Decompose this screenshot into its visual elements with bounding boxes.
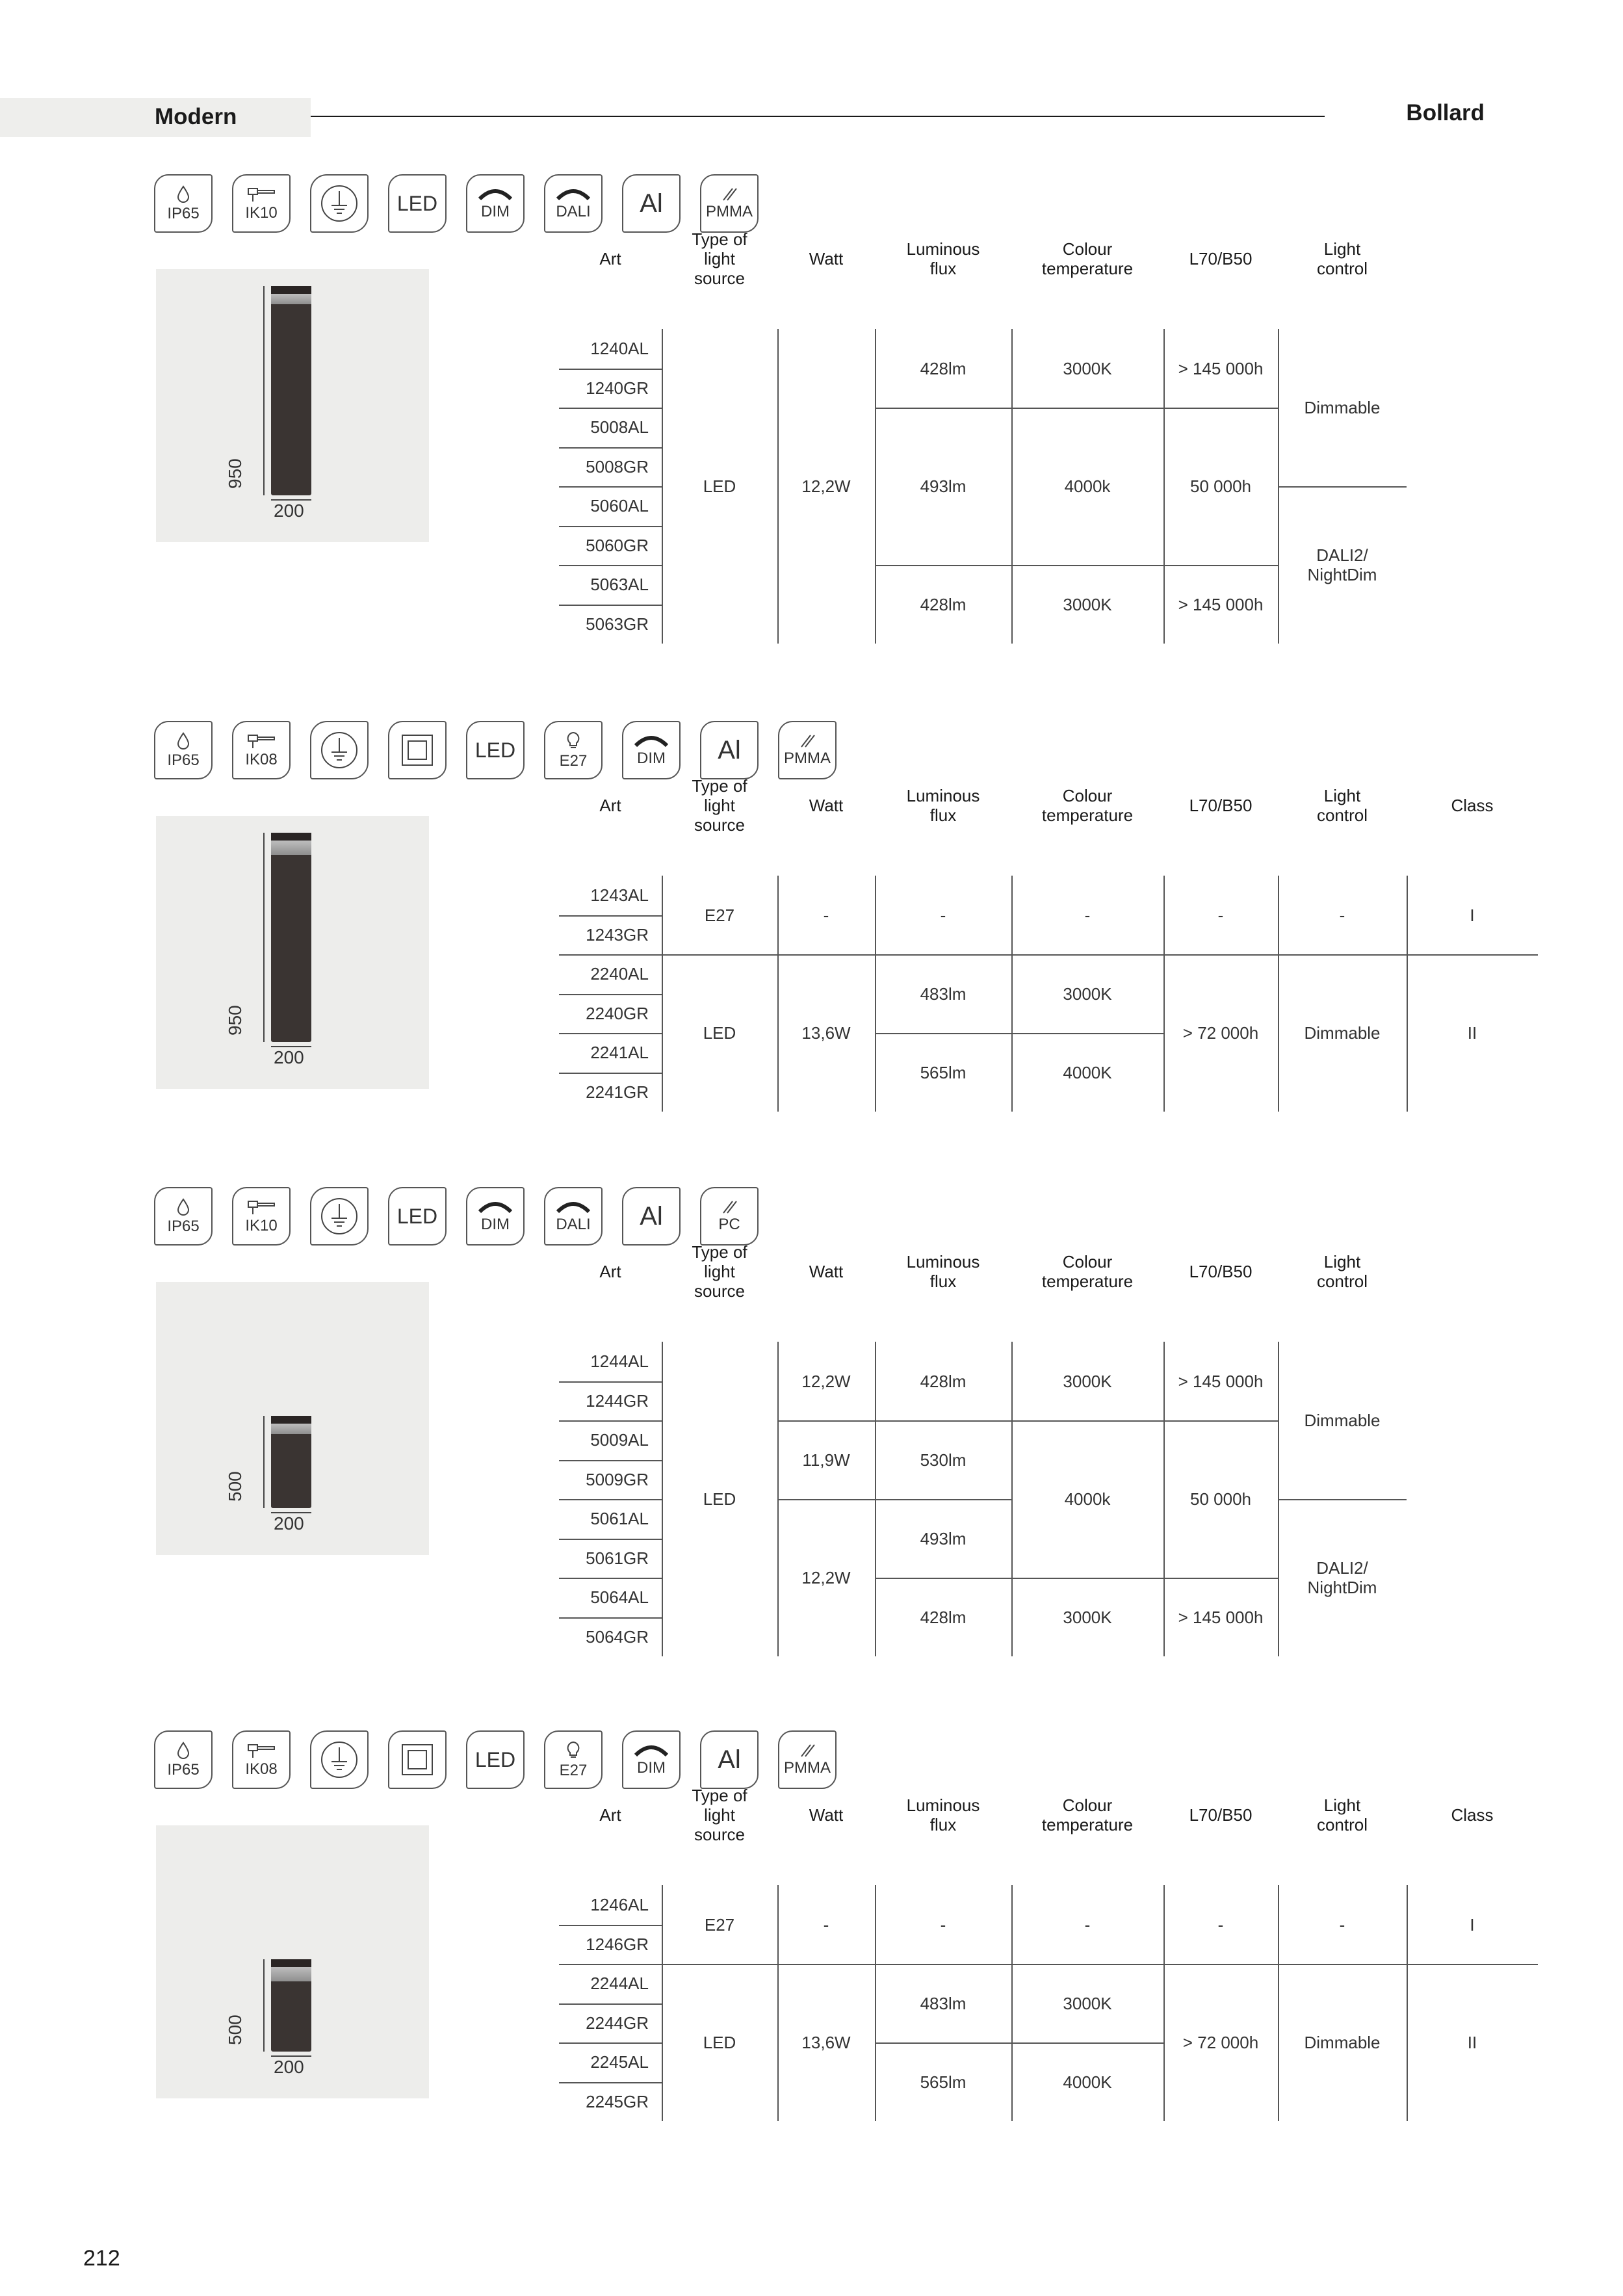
icon-label: IK08	[245, 1760, 278, 1778]
earth-icon	[310, 721, 369, 779]
table-rule	[559, 1539, 662, 1540]
watt-value: 13,6W	[801, 1023, 851, 1043]
table-rule	[777, 1420, 1278, 1422]
luminous-flux: 428lm	[920, 358, 967, 378]
table-row-art: 5060AL	[590, 496, 649, 516]
light-control: Dimmable	[1304, 1023, 1381, 1043]
row-value: -	[940, 905, 946, 925]
row-value: -	[823, 905, 829, 925]
table-row-art: 1243GR	[586, 924, 649, 945]
table-row-art: 5061AL	[590, 1509, 649, 1529]
row-value: -	[940, 1914, 946, 1935]
product-block	[0, 1730, 1623, 2224]
table-row-art: 2241AL	[590, 1043, 649, 1063]
ip65-icon	[154, 721, 213, 779]
led-icon	[388, 1187, 447, 1246]
table-rule	[559, 1617, 662, 1619]
table-rule	[559, 954, 662, 956]
bollard-lens	[271, 841, 311, 855]
height-dimension: 950	[225, 1005, 245, 1036]
light-source-type: LED	[703, 476, 736, 496]
column-header: Colour temperature	[1041, 1795, 1134, 1834]
watt-value: 13,6W	[801, 2033, 851, 2052]
table-row-art: 2245AL	[590, 2052, 649, 2072]
column-header: Art	[599, 249, 621, 268]
ik08-icon	[232, 721, 291, 779]
earth-icon	[310, 1730, 369, 1789]
table-rule	[559, 369, 662, 370]
column-header: L70/B50	[1189, 796, 1253, 815]
product-block	[0, 174, 1623, 668]
height-dimension: 950	[225, 458, 245, 489]
icon-label: DALI	[556, 203, 591, 220]
row-value: -	[1217, 905, 1224, 925]
table-rule	[559, 408, 662, 409]
table-rule	[875, 565, 1278, 566]
pmma-icon	[700, 174, 759, 233]
column-header: Type of light source	[692, 229, 747, 288]
column-header: Watt	[809, 1805, 844, 1825]
colour-temperature: 3000K	[1063, 1993, 1112, 2013]
table-rule	[559, 1925, 662, 1926]
column-header: Class	[1451, 1805, 1494, 1825]
watt-value: 11,9W	[802, 1450, 850, 1470]
icon-label: IP65	[167, 1218, 200, 1235]
lifetime: > 145 000h	[1178, 1607, 1264, 1627]
table-row-art: 5063GR	[586, 614, 649, 634]
icon-label: PC	[718, 1216, 740, 1233]
lifetime: > 145 000h	[1178, 1371, 1264, 1391]
row-value: E27	[704, 905, 735, 925]
table-rule	[662, 954, 1538, 956]
light-source-type: LED	[703, 1489, 736, 1509]
column-header: L70/B50	[1189, 1262, 1253, 1281]
pmma-icon	[778, 721, 837, 779]
colour-temperature: 3000K	[1063, 358, 1112, 378]
light-control: Dimmable	[1304, 398, 1381, 417]
table-rule	[559, 1381, 662, 1383]
icon-label: LED	[474, 1748, 516, 1771]
bollard-lens	[271, 1967, 311, 1981]
column-header: Luminous flux	[906, 1795, 980, 1834]
e27-icon	[544, 721, 603, 779]
icon-label: IK10	[245, 1217, 278, 1234]
watt-value: 12,2W	[801, 1568, 851, 1587]
led-icon	[466, 721, 525, 779]
table-row-art: 1244GR	[586, 1390, 649, 1411]
light-control: Dimmable	[1304, 2033, 1381, 2052]
table-rule	[559, 565, 662, 566]
icon-label: DIM	[637, 1759, 666, 1777]
column-header: Light control	[1316, 239, 1368, 278]
width-dimension: 200	[274, 2057, 304, 2077]
earth-icon	[310, 1187, 369, 1246]
e27-icon	[544, 1730, 603, 1789]
table-row-art: 1240GR	[586, 378, 649, 398]
table-rule	[559, 605, 662, 606]
table-rule	[559, 1964, 662, 1965]
table-row-art: 1243AL	[590, 885, 649, 906]
icon-label: PMMA	[784, 1759, 831, 1777]
colour-temperature: 4000k	[1064, 1489, 1111, 1509]
table-rule	[875, 408, 1278, 409]
table-row-art: 1240AL	[590, 339, 649, 359]
icon-label: IP65	[167, 1761, 200, 1779]
table-rule	[559, 2082, 662, 2083]
table-rule	[777, 1499, 875, 1500]
luminous-flux: 428lm	[920, 594, 967, 614]
table-rule	[559, 915, 662, 917]
column-header: Light control	[1316, 786, 1368, 825]
table-row-art: 5064AL	[590, 1587, 649, 1608]
bollard-cap	[271, 1416, 311, 1424]
table-row-art: 5063AL	[590, 575, 649, 595]
class2-icon	[388, 721, 447, 779]
icon-label: E27	[559, 752, 588, 770]
bollard-image	[271, 1416, 311, 1508]
column-header: Colour temperature	[1041, 786, 1134, 825]
al-icon	[700, 1730, 759, 1789]
table-row-art: 5060GR	[586, 535, 649, 555]
table-rule	[875, 2042, 1163, 2044]
light-control: Dimmable	[1304, 1411, 1381, 1430]
icon-label: IK08	[245, 751, 278, 768]
height-dimension-line	[263, 286, 265, 495]
column-header: Luminous flux	[906, 239, 980, 278]
table-rule	[559, 1460, 662, 1461]
column-header: Type of light source	[692, 1242, 747, 1301]
luminous-flux: 565lm	[920, 2072, 967, 2092]
icon-label: PMMA	[784, 750, 831, 767]
table-rule	[875, 1499, 1011, 1500]
dim-icon	[466, 1187, 525, 1246]
product-block	[0, 1187, 1623, 1681]
product-photo	[156, 1825, 429, 2098]
table-rule	[559, 526, 662, 527]
table-rule	[559, 486, 662, 488]
table-rule	[662, 1964, 1538, 1965]
icon-label: IP65	[167, 205, 200, 222]
section-title: Modern	[155, 104, 237, 129]
column-header: Art	[599, 796, 621, 815]
height-dimension-line	[263, 833, 265, 1042]
height-dimension-line	[263, 1416, 265, 1508]
bollard-cap	[271, 286, 311, 294]
bollard-lens	[271, 294, 311, 304]
table-rule	[559, 1073, 662, 1074]
table-rule	[559, 2003, 662, 2005]
table-row-art: 5064GR	[586, 1626, 649, 1647]
light-source-type: LED	[703, 1023, 736, 1043]
lifetime: > 145 000h	[1178, 358, 1264, 378]
table-rule	[559, 2042, 662, 2044]
table-rule	[559, 1499, 662, 1500]
column-header: Type of light source	[692, 1786, 747, 1844]
row-value: -	[1217, 1914, 1224, 1935]
colour-temperature: 3000K	[1063, 984, 1112, 1004]
lifetime: > 72 000h	[1182, 2033, 1259, 2052]
icon-label: Al	[640, 189, 663, 218]
luminous-flux: 493lm	[920, 1528, 967, 1548]
icon-label: DIM	[481, 203, 510, 220]
row-value: -	[1339, 905, 1345, 925]
row-value: -	[1084, 1914, 1091, 1935]
ip65-icon	[154, 1187, 213, 1246]
table-rule	[559, 1033, 662, 1034]
ip65-icon	[154, 1730, 213, 1789]
table-row-art: 5009AL	[590, 1430, 649, 1450]
icon-label: IP65	[167, 751, 200, 769]
luminous-flux: 565lm	[920, 1062, 967, 1082]
colour-temperature: 4000k	[1064, 476, 1111, 496]
column-header: L70/B50	[1189, 1805, 1253, 1825]
ik10-icon	[232, 174, 291, 233]
height-dimension-line	[263, 1959, 265, 2052]
class-value: II	[1467, 2033, 1477, 2052]
pmma-icon	[778, 1730, 837, 1789]
column-header: Class	[1451, 796, 1494, 815]
earth-icon	[310, 174, 369, 233]
table-row-art: 1244AL	[590, 1351, 649, 1372]
table-row-art: 2244AL	[590, 1974, 649, 1994]
watt-value: 12,2W	[801, 476, 851, 496]
column-header: L70/B50	[1189, 249, 1253, 268]
colour-temperature: 3000K	[1063, 1371, 1112, 1391]
table-row-art: 2244GR	[586, 2013, 649, 2033]
icon-label: Al	[718, 1745, 741, 1774]
class2-icon	[388, 1730, 447, 1789]
icon-label: LED	[396, 1205, 438, 1228]
led-icon	[388, 174, 447, 233]
row-value: -	[823, 1914, 829, 1935]
led-icon	[466, 1730, 525, 1789]
light-source-type: LED	[703, 2033, 736, 2052]
column-header: Watt	[809, 1262, 844, 1281]
table-rule	[875, 1033, 1163, 1034]
column-header: Luminous flux	[906, 1252, 980, 1291]
luminous-flux: 428lm	[920, 1371, 967, 1391]
table-row-art: 5061GR	[586, 1548, 649, 1568]
luminous-flux: 483lm	[920, 1993, 967, 2013]
column-header: Watt	[809, 796, 844, 815]
dali-icon	[544, 174, 603, 233]
dim-icon	[622, 1730, 681, 1789]
dim-icon	[622, 721, 681, 779]
ik08-icon	[232, 1730, 291, 1789]
dim-icon	[466, 174, 525, 233]
icon-label: LED	[474, 738, 516, 762]
bollard-cap	[271, 1959, 311, 1967]
category-title: Bollard	[1406, 100, 1485, 125]
lifetime: 50 000h	[1190, 1489, 1251, 1509]
table-rule	[1278, 1499, 1407, 1500]
al-icon	[700, 721, 759, 779]
table-rule	[1278, 486, 1407, 488]
icon-label: Al	[640, 1202, 663, 1231]
page-number: 212	[83, 2246, 120, 2271]
ip65-icon	[154, 174, 213, 233]
bollard-cap	[271, 833, 311, 841]
table-row-art: 2245GR	[586, 2091, 649, 2111]
table-rule	[559, 1420, 662, 1422]
bollard-image	[271, 286, 311, 495]
icon-label: DALI	[556, 1216, 591, 1233]
table-row-art: 1246GR	[586, 1934, 649, 1954]
lifetime: 50 000h	[1190, 476, 1251, 496]
column-header: Colour temperature	[1041, 1252, 1134, 1291]
luminous-flux: 530lm	[920, 1450, 967, 1470]
width-dimension: 200	[274, 1513, 304, 1533]
icon-label: E27	[559, 1762, 588, 1779]
colour-temperature: 3000K	[1063, 1607, 1112, 1627]
table-rule	[875, 1578, 1278, 1579]
colour-temperature: 4000K	[1063, 1062, 1112, 1082]
icon-label: DIM	[637, 750, 666, 767]
icon-label: IK10	[245, 204, 278, 222]
bollard-image	[271, 833, 311, 1042]
column-header: Art	[599, 1262, 621, 1281]
icon-label: DIM	[481, 1216, 510, 1233]
row-value: -	[1084, 905, 1091, 925]
icon-label: LED	[396, 192, 438, 215]
column-header: Light control	[1316, 1795, 1368, 1834]
product-photo	[156, 1282, 429, 1555]
table-row-art: 2240AL	[590, 964, 649, 984]
watt-value: 12,2W	[801, 1371, 851, 1391]
pc-icon	[700, 1187, 759, 1246]
light-control: DALI2/ NightDim	[1307, 1558, 1377, 1597]
row-value: I	[1470, 1914, 1475, 1935]
row-value: I	[1470, 905, 1475, 925]
column-header: Watt	[809, 249, 844, 268]
width-dimension: 200	[274, 1047, 304, 1067]
lifetime: > 72 000h	[1182, 1023, 1259, 1043]
column-header: Luminous flux	[906, 786, 980, 825]
bollard-lens	[271, 1424, 311, 1434]
luminous-flux: 493lm	[920, 476, 967, 496]
dali-icon	[544, 1187, 603, 1246]
table-rule	[559, 447, 662, 449]
column-header: Art	[599, 1805, 621, 1825]
column-header: Light control	[1316, 1252, 1368, 1291]
table-row-art: 5008GR	[586, 456, 649, 476]
product-photo	[156, 816, 429, 1089]
height-dimension: 500	[225, 2015, 245, 2045]
class-value: II	[1467, 1023, 1477, 1043]
header-rule	[311, 116, 1325, 117]
icon-label: Al	[718, 736, 741, 764]
table-row-art: 5008AL	[590, 417, 649, 437]
column-header: Colour temperature	[1041, 239, 1134, 278]
table-rule	[559, 994, 662, 995]
luminous-flux: 428lm	[920, 1607, 967, 1627]
table-row-art: 5009GR	[586, 1469, 649, 1489]
bollard-image	[271, 1959, 311, 2052]
icon-label: PMMA	[706, 203, 753, 220]
product-photo	[156, 269, 429, 542]
colour-temperature: 3000K	[1063, 594, 1112, 614]
luminous-flux: 483lm	[920, 984, 967, 1004]
column-header: Type of light source	[692, 776, 747, 835]
ik10-icon	[232, 1187, 291, 1246]
height-dimension: 500	[225, 1471, 245, 1502]
colour-temperature: 4000K	[1063, 2072, 1112, 2092]
table-row-art: 2240GR	[586, 1003, 649, 1023]
product-block	[0, 721, 1623, 1215]
al-icon	[622, 174, 681, 233]
table-rule	[559, 1578, 662, 1579]
table-row-art: 1246AL	[590, 1895, 649, 1915]
row-value: -	[1339, 1914, 1345, 1935]
light-control: DALI2/ NightDim	[1307, 545, 1377, 584]
table-row-art: 2241GR	[586, 1082, 649, 1102]
row-value: E27	[704, 1914, 735, 1935]
lifetime: > 145 000h	[1178, 594, 1264, 614]
width-dimension: 200	[274, 501, 304, 521]
al-icon	[622, 1187, 681, 1246]
